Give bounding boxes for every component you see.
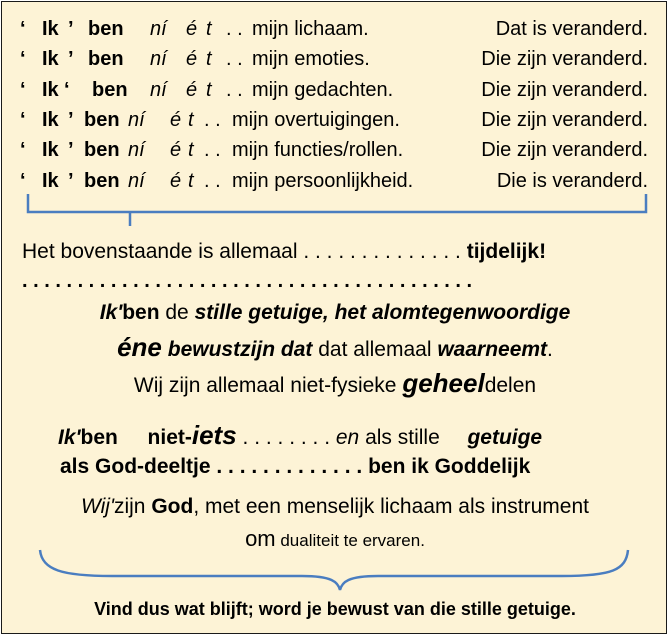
- curly-brace: [40, 550, 628, 590]
- om-word: om: [245, 526, 276, 551]
- period: .: [547, 338, 553, 361]
- e-letter: é: [170, 109, 182, 131]
- ik-word: Ik: [42, 139, 59, 161]
- quote-open: ‘: [20, 109, 26, 131]
- niet-word: niet-: [147, 426, 192, 449]
- ni-letters: ní: [128, 109, 145, 131]
- row-state: Die zijn veranderd.: [481, 109, 648, 131]
- quote-close: ’: [68, 139, 74, 161]
- geheel-word: geheel: [402, 368, 485, 398]
- dotted-separator: . . . . . . . . . . . . . . . . . . . . . . . . . . . . . . . . . . . . . . . . .: [22, 270, 473, 292]
- quote-close: ‘: [64, 79, 70, 101]
- quote-open: ‘: [20, 18, 26, 40]
- row-dots: . .: [226, 48, 243, 70]
- ni-letters: ní: [150, 79, 167, 101]
- row-subject: mijn overtuigingen.: [232, 109, 400, 131]
- ni-letters: ní: [128, 170, 145, 192]
- als-stille-text: als stille: [359, 426, 446, 449]
- row-state: Die is veranderd.: [496, 170, 648, 192]
- en-word: en: [335, 426, 360, 449]
- iets-word: iets: [191, 420, 237, 450]
- god-line-2: [2, 524, 668, 556]
- witness-emphasis: stille getuige, het alomtegenwoordige: [194, 301, 571, 324]
- witness-line-2: [2, 332, 668, 365]
- ben-word: ben: [122, 301, 160, 324]
- quote-close: ’: [68, 18, 74, 40]
- ik-word: Ik: [42, 18, 59, 40]
- row-subject: mijn lichaam.: [252, 18, 369, 40]
- temporary-text: Het bovenstaande is allemaal . . . . . . . . . . . . . .: [22, 240, 461, 263]
- ene-word: éne: [117, 332, 162, 362]
- delen-word: delen: [484, 374, 537, 397]
- ik-word: Ik: [42, 109, 59, 131]
- quote-close: ’: [68, 48, 74, 70]
- quote-close: ’: [68, 170, 74, 192]
- niets-dots: . . . . . . . .: [236, 426, 336, 449]
- row-subject: mijn gedachten.: [252, 79, 394, 101]
- t-letter: t: [188, 170, 194, 192]
- quote-card: [1, 1, 667, 634]
- ik-word: Ik': [58, 426, 81, 449]
- de-word: de: [159, 301, 195, 324]
- quote-open: ‘: [20, 170, 26, 192]
- quote-open: ‘: [20, 139, 26, 161]
- t-letter: t: [206, 79, 212, 101]
- wij-zijn-text: Wij zijn allemaal niet-fysieke: [133, 374, 403, 397]
- ik-word: Ik: [42, 170, 59, 192]
- ben-word: ben: [80, 426, 118, 449]
- t-letter: t: [206, 48, 212, 70]
- row-subject: mijn functies/rollen.: [232, 139, 404, 161]
- ik-word: Ik': [99, 301, 123, 324]
- row-state: Die zijn veranderd.: [481, 79, 648, 101]
- e-letter: é: [186, 18, 198, 40]
- god-rest-text: , met een menselijk lichaam als instrument: [193, 495, 589, 518]
- e-letter: é: [170, 139, 182, 161]
- quote-close: ’: [68, 109, 74, 131]
- footer-line: Vind dus wat blijft; word je bewust van die stille getuige.: [94, 599, 576, 619]
- wij-word: Wij': [80, 495, 114, 518]
- ik-word: Ik: [42, 48, 59, 70]
- ni-letters: ní: [150, 18, 167, 40]
- middle-text: dat allemaal: [312, 338, 438, 361]
- row-dots: . .: [204, 170, 221, 192]
- witness-line-1: [2, 299, 668, 327]
- quote-open: ‘: [20, 48, 26, 70]
- ben-word: ben: [84, 139, 120, 161]
- t-letter: t: [206, 18, 212, 40]
- ben-word: ben: [92, 79, 128, 101]
- row-dots: . .: [226, 18, 243, 40]
- row-subject: mijn persoonlijkheid.: [232, 170, 414, 192]
- list-bracket: [28, 194, 646, 226]
- e-letter: é: [186, 48, 198, 70]
- niets-line-1: [58, 420, 542, 453]
- witness-line-3: [2, 368, 668, 401]
- ni-letters: ní: [150, 48, 167, 70]
- row-dots: . .: [226, 79, 243, 101]
- waarneemt-word: waarneemt: [437, 338, 548, 361]
- row-subject: mijn emoties.: [252, 48, 370, 70]
- ni-letters: ní: [128, 139, 145, 161]
- ben-word: ben: [88, 18, 124, 40]
- row-dots: . .: [204, 109, 221, 131]
- god-line-1: [2, 492, 668, 522]
- row-dots: . .: [204, 139, 221, 161]
- t-letter: t: [188, 109, 194, 131]
- e-letter: é: [186, 79, 198, 101]
- god-word: God: [151, 495, 194, 518]
- row-state: Die zijn veranderd.: [481, 139, 648, 161]
- getuige-word: getuige: [467, 426, 543, 449]
- row-state: Die zijn veranderd.: [481, 48, 648, 70]
- niets-line-2: als God-deeltje . . . . . . . . . . . . . ben ik Goddelijk: [60, 455, 531, 478]
- quote-open: ‘: [20, 79, 26, 101]
- ben-word: ben: [88, 48, 124, 70]
- t-letter: t: [188, 139, 194, 161]
- row-state: Dat is veranderd.: [495, 18, 648, 40]
- dualiteit-text: dualiteit te ervaren.: [275, 531, 425, 550]
- ik-word: Ik: [42, 79, 59, 101]
- zijn-word: zijn: [113, 495, 152, 518]
- temporary-line: [22, 238, 546, 266]
- bewustzijn-phrase: bewustzijn dat: [161, 338, 313, 361]
- e-letter: é: [170, 170, 182, 192]
- ben-word: ben: [84, 170, 120, 192]
- ben-word: ben: [84, 109, 120, 131]
- temporary-emphasis: tijdelijk!: [466, 240, 547, 263]
